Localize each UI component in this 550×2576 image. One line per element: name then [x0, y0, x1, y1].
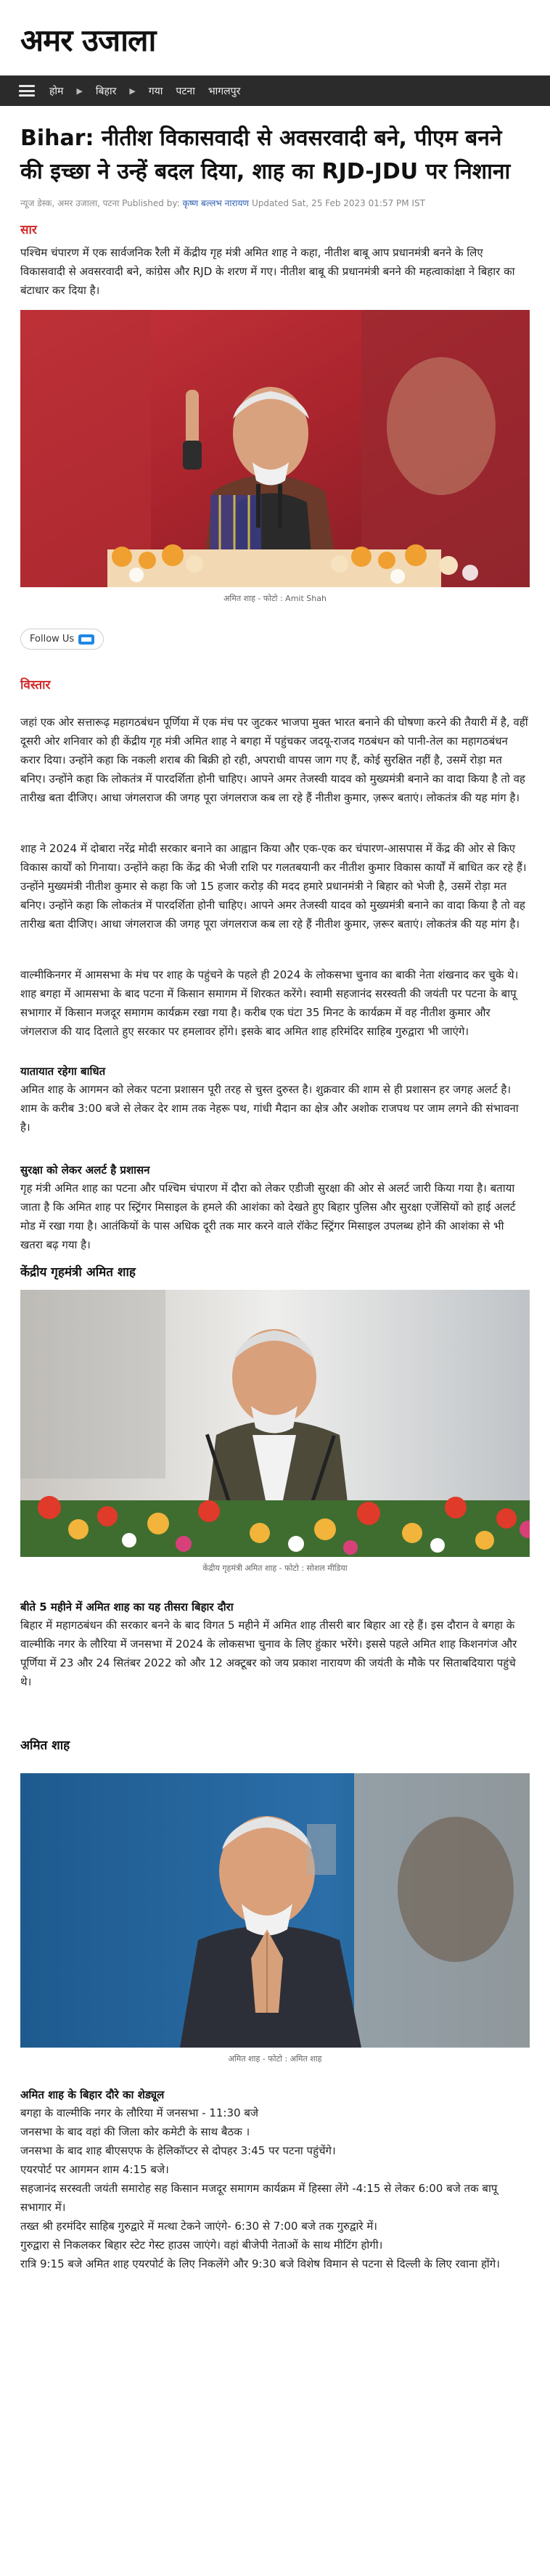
- summary-text: पश्चिम चंपारण में एक सार्वजनिक रैली में केंद्रीय गृह मंत्री अमित शाह ने कहा, नीतीश बाबू आप प्रधानमंत्री बनने के लिए विकासवादी से अवसरवादी बने, कांग्रेस और RJD के शरण में गए। नीतीश बाबू की प्रधानमंत्री बनने की महत्वाकांक्षा ने बिहार का बंटाधार कर दिया है।: [20, 246, 515, 297]
- article-figure-2: [20, 1290, 530, 1574]
- image-caption-3: अमित शाह - फोटो : अमित शाह: [228, 2054, 322, 2064]
- article: [20, 122, 530, 2273]
- amit-shah-lectern-photo: [20, 1290, 530, 1557]
- chevron-right-icon: ▶: [76, 86, 83, 96]
- paragraph-3: वाल्मीकिनगर में आमसभा के मंच पर शाह के पहुंचने के पहले ही 2024 के लोकसभा चुनाव का बाकी नेता शंखनाद कर चुके थे। शाह बगहा में आमसभा के बाद पटना में किसान समागम में शिरकत करेंगे। स्वामी सहजानंद सरस्वती की जयंती पर पटना के बापू सभागार में किसान मजदूर समागम कार्यक्रम रखा गया है। करीब एक घंटा 35 मिनट के कार्यक्रम में वह नीतीश कुमार और जंगलराज की याद दिलाते हुए सरकार पर हमलावर होंगे। इसके बाद अमित शाह हरिमंदिर साहिब गुरुद्वारा भी जाएंगे।: [20, 968, 519, 1038]
- image-caption-1: अमित शाह - फोटो : Amit Shah: [223, 594, 327, 603]
- security-subhead: सुरक्षा को लेकर अलर्ट है प्रशासन: [20, 1164, 150, 1177]
- follow-us-button[interactable]: [20, 629, 104, 650]
- schedule-subhead: अमित शाह के बिहार दौरे का शेड्यूल: [20, 2088, 165, 2101]
- article-byline: [20, 196, 530, 210]
- schedule-item: जनसभा के बाद वहां की जिला कोर कमेटी के साथ बैठक ।: [20, 2125, 250, 2138]
- amit-shah-namaste-photo: [20, 1773, 530, 2048]
- byline-source: न्यूज डेस्क, अमर उजाला, पटना: [20, 198, 120, 208]
- security-paragraph: गृह मंत्री अमित शाह का पटना और पश्चिम चंपारण में दौरा को लेकर एडीजी सुरक्षा की ओर से अलर्ट जारी किया गया है। बताया जाता है कि अमित शाह पर स्ट्रिंगर मिसाइल के हमले की आशंका को देखते हुए बिहार पुलिस और सुरक्षा एजेंसियों को हाई अलर्ट मोड में रखा गया है। आतंकियों के पास अधिक दूरी तक मार करने वाले रॉकेट स्ट्रिंगर मिसाइल उपलब्ध होने की आशंका से भी खतरा बढ़ गया है।: [20, 1182, 516, 1251]
- schedule-item: तख्त श्री हरमंदिर साहिब गुरुद्वारे में मत्था टेकने जाएंगे- 6:30 से 7:00 बजे तक गुरुद्वारे में।: [20, 2220, 377, 2233]
- byline-author-link[interactable]: कृष्ण बल्लभ नारायण: [182, 198, 250, 208]
- byline-published-label: Published by:: [122, 198, 180, 208]
- schedule-item: बगहा के वाल्मीकि नगर के लौरिया में जनसभा - 11:30 बजे: [20, 2106, 259, 2119]
- schedule-item: एयरपोर्ट पर आगमन शाम 4:15 बजे।: [20, 2163, 169, 2176]
- article-figure-3: [20, 1773, 530, 2064]
- chevron-right-icon: ▶: [129, 86, 136, 96]
- hamburger-menu-icon[interactable]: [19, 85, 35, 97]
- article-figure-1: [20, 310, 530, 604]
- traffic-paragraph: अमित शाह के आगमन को लेकर पटना प्रशासन पूरी तरह से चुस्त दुरुस्त है। शुक्रवार की शाम से ही प्रशासन हर जगह अलर्ट है। शाम के करीब 3:00 बजे से लेकर देर शाम तक नेहरू पथ, गांधी मैदान का क्षेत्र और अशोक राजपथ पर जाम लगने की संभावना है।: [20, 1083, 519, 1134]
- article-headline: Bihar: नीतीश विकासवादी से अवसरवादी बने, पीएम बनने की इच्छा ने उन्हें बदल दिया, शाह का RJD-JDU पर निशाना: [20, 126, 511, 184]
- image-caption-2: केंद्रीय गृहमंत्री अमित शाह - फोटो : सोशल मीडिया: [202, 1563, 348, 1573]
- nav-item-patna[interactable]: पटना: [176, 85, 195, 97]
- schedule-list: [20, 2103, 530, 2273]
- google-news-icon: [78, 634, 94, 645]
- nav-item-gaya[interactable]: गया: [148, 85, 163, 97]
- photo-heading-1: केंद्रीय गृहमंत्री अमित शाह: [20, 1265, 136, 1280]
- summary-label: सार: [20, 223, 37, 237]
- amit-shah-rally-photo: [20, 310, 530, 587]
- paragraph-1: जहां एक ओर सत्तारूढ़ महागठबंधन पूर्णिया में एक मंच पर जुटकर भाजपा मुक्त भारत बनाने की घोषणा करने की तैयारी में है, वहीं दूसरी ओर शनिवार को ही केंद्रीय गृह मंत्री अमित शाह ने बगहा में पहुंचकर जदयू-राजद गठबंधन को पानी-तेल का महागठबंधन करार दिया। उन्होंने कहा कि नकली शराब की बिक्री हो रही, अपराधी वापस जाग गए हैं, कोई सुरक्षित नहीं है, उसमें रोड़ा मत बनिए। उन्होंने कहा कि लोकतंत्र में पारदर्शिता होनी चाहिए। आपने अमर तेजस्वी यादव को मुख्यमंत्री बनाने का वादा किया है तो वह तारीख बता दीजिए। आधा जंगलराज की जगह पूरा जंगलराज कब ला रहे हैं नीतीश कुमार, ज़रूर बताएं। लोकतंत्र की यह मांग है।: [20, 716, 528, 804]
- schedule-item: सहजानंद सरस्वती जयंती समारोह सह किसान मजदूर समागम कार्यक्रम में हिस्सा लेंगे -4:15 से लेकर 6:00 बजे तक बापू सभागार में।: [20, 2182, 498, 2214]
- schedule-item: गुरुद्वारा से निकलकर बिहार स्टेट गेस्ट हाउस जाएंगे। वहां बीजेपी नेताओं के साथ मीटिंग होगी।: [20, 2238, 383, 2252]
- site-logo[interactable]: अमर उजाला: [20, 23, 156, 58]
- nav-home[interactable]: [49, 84, 63, 98]
- third-visit-subhead: बीते 5 महीने में अमित शाह का यह तीसरा बिहार दौरा: [20, 1600, 234, 1614]
- home-link-label: होम: [49, 85, 64, 97]
- third-visit-paragraph: बिहार में महागठबंधन की सरकार बनने के बाद विगत 5 महीने में अमित शाह तीसरी बार बिहार आ रहे हैं। इस दौरान वे बगहा के वाल्मीकि नगर के लौरिया में जनसभा में 2024 के लोकसभा चुनाव के लिए हुंकार भरेंगे। इससे पहले अमित शाह किशनगंज और पूर्णिया में 23 और 24 सितंबर 2022 को और 12 अक्टूबर को जय प्रकाश नारायण की जयंती के मौके पर सिताबदियारा पहुंचे थे।: [20, 1619, 517, 1688]
- traffic-subhead: यातायात रहेगा बाधित: [20, 1065, 106, 1078]
- follow-us-label: Follow Us: [30, 634, 75, 645]
- nav-bar: [0, 75, 550, 106]
- nav-item-bhagalpur[interactable]: भागलपुर: [208, 85, 241, 97]
- nav-item-bihar[interactable]: बिहार: [95, 85, 117, 97]
- schedule-item: जनसभा के बाद शाह बीएसएफ के हेलिकॉप्टर से दोपहर 3:45 पर पटना पहुंचेंगे।: [20, 2144, 336, 2157]
- schedule-item: रात्रि 9:15 बजे अमित शाह एयरपोर्ट के लिए निकलेंगे और 9:30 बजे विशेष विमान से पटना से दिल्ली के लिए रवाना होंगे।: [20, 2257, 500, 2270]
- paragraph-2: शाह ने 2024 में दोबारा नरेंद्र मोदी सरकार बनाने का आह्वान किया और एक-एक कर चंपारण-आसपास में केंद्र की ओर से किए विकास कार्यों को गिनाया। उन्होंने कहा कि केंद्र की भेजी राशि पर गलतबयानी कर नीतीश कुमार विकास कार्यों में बाधित कर रहे हैं। उन्होंने मुख्यमंत्री नीतीश कुमार से कहा कि जो 15 हजार करोड़ की मदद हमारे प्रधानमंत्री ने बिहार को भेजी है, उसमें रोड़ा मत बनिए। उन्होंने कहा कि लोकतंत्र में पारदर्शिता होनी चाहिए। आपने अमर तेजस्वी यादव को मुख्यमंत्री बनाने का वादा किया है तो वह तारीख बता दीजिए। आधा जंगलराज की जगह पूरा जंगलराज कब ला रहे हैं नीतीश कुमार, ज़रूर बताएं। लोकतंत्र की यह मांग है।: [20, 842, 527, 931]
- byline-updated: Updated Sat, 25 Feb 2023 01:57 PM IST: [251, 198, 425, 208]
- site-header: [0, 0, 550, 71]
- details-label: विस्तार: [20, 678, 51, 692]
- photo-heading-2: अमित शाह: [20, 1738, 70, 1753]
